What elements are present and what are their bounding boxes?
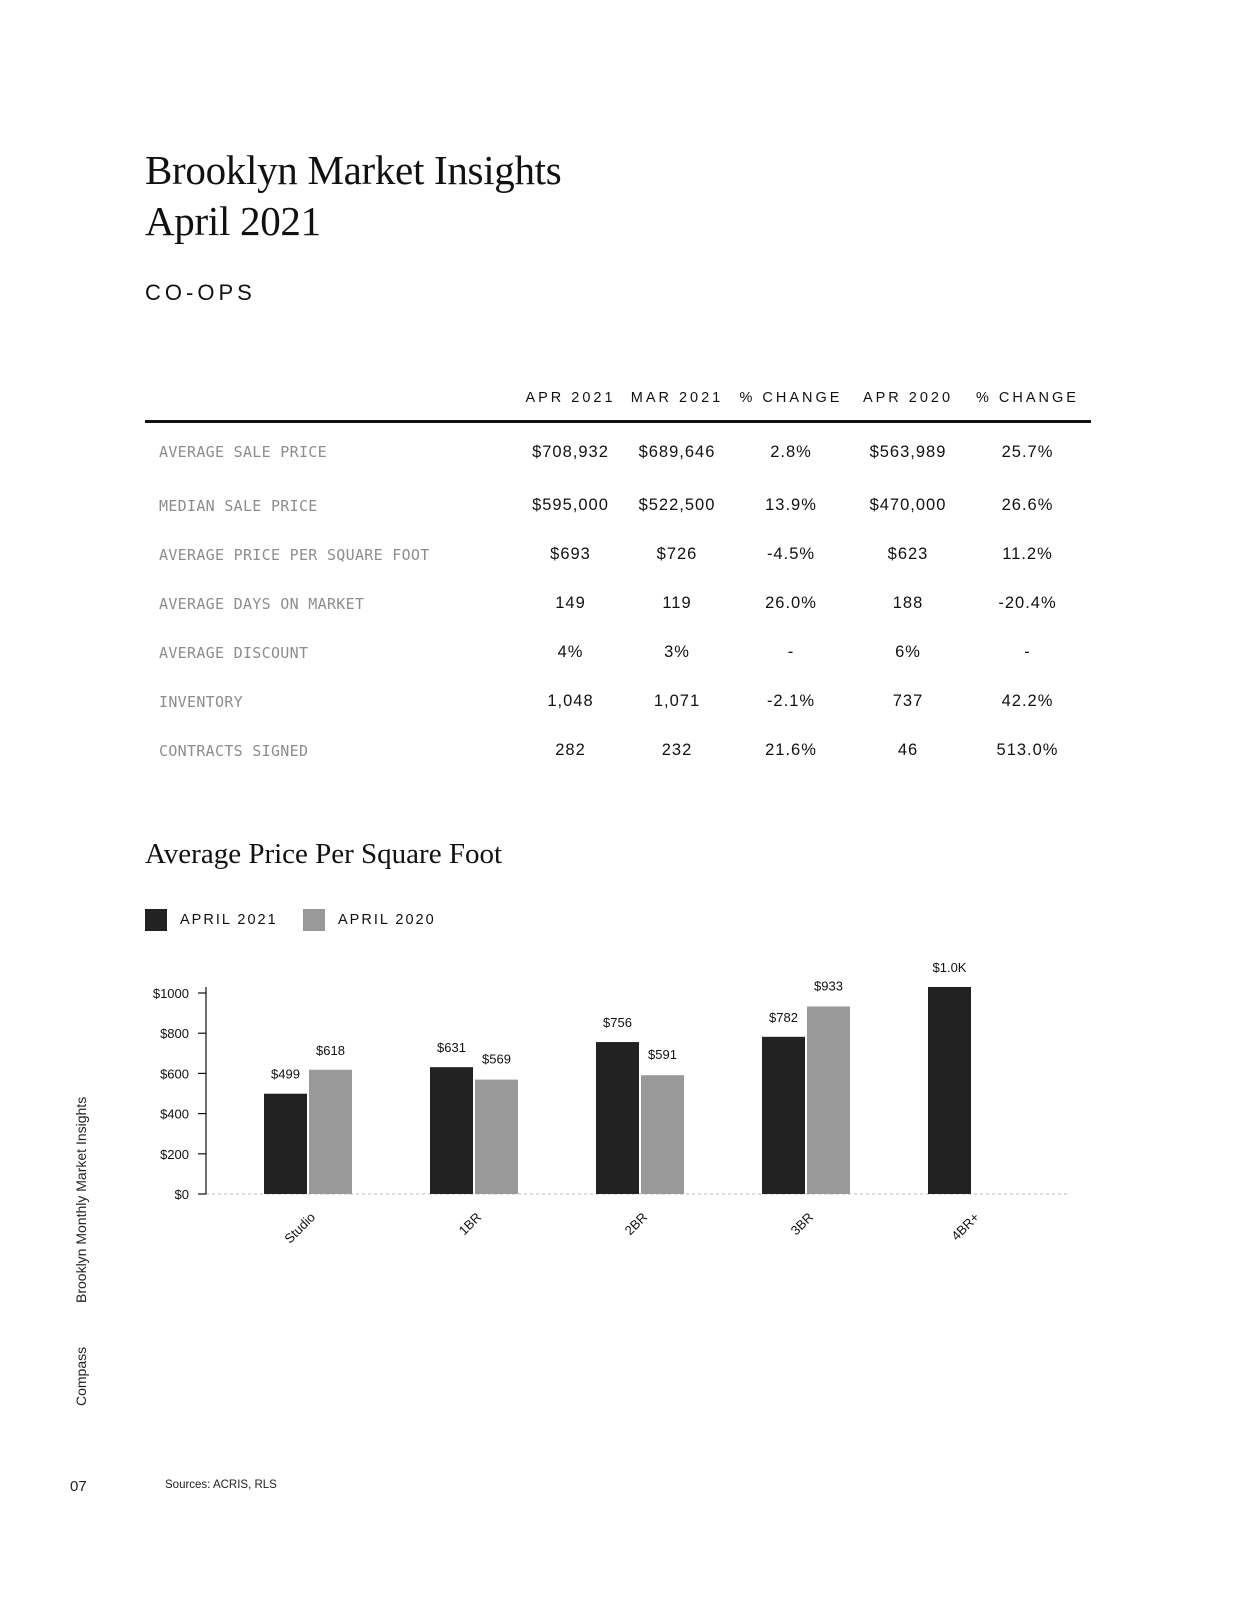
table-cell: 282: [555, 741, 586, 759]
x-tick-label: 2BR: [621, 1209, 651, 1239]
x-tick-label: Studio: [281, 1209, 319, 1247]
sources-note: Sources: ACRIS, RLS: [165, 1479, 277, 1491]
table-cell: $726: [656, 545, 698, 563]
table-cell: $693: [550, 545, 591, 563]
table-cell: 26.0%: [765, 594, 817, 612]
y-tick-label: $200: [160, 1146, 189, 1162]
table-cell: $522,500: [638, 496, 716, 514]
brand-name: Compass: [73, 1346, 89, 1406]
row-label: AVERAGE PRICE PER SQUARE FOOT: [159, 545, 430, 564]
column-header: APR 2020: [852, 390, 964, 422]
table-cell: 42.2%: [1001, 692, 1054, 710]
row-label: AVERAGE SALE PRICE: [159, 443, 327, 461]
page-number: 07: [70, 1478, 87, 1495]
data-label: $756: [603, 1015, 632, 1031]
column-header: APR 2021: [517, 390, 624, 422]
table-cell: 11.2%: [1002, 545, 1053, 563]
y-tick-label: $400: [160, 1106, 189, 1122]
table-cell: 1,071: [653, 692, 701, 710]
legend-label-april-2021: APRIL 2021: [180, 912, 278, 928]
y-tick-label: $800: [160, 1026, 189, 1042]
table-cell: 25.7%: [1001, 442, 1054, 461]
data-label: $631: [437, 1040, 466, 1056]
table-cell: -2.1%: [766, 692, 816, 710]
table-cell: -4.5%: [766, 545, 816, 563]
data-label: $569: [482, 1051, 511, 1067]
data-label: $782: [769, 1009, 798, 1025]
table-cell: 1,048: [547, 692, 594, 710]
row-label: AVERAGE DAYS ON MARKET: [159, 594, 365, 613]
data-label: $933: [814, 978, 843, 994]
row-label: CONTRACTS SIGNED: [159, 741, 309, 760]
bar-april-2021-studio: [264, 1094, 307, 1194]
x-tick-label: 4BR+: [948, 1209, 983, 1244]
bar-april-2020-studio: [309, 1070, 352, 1194]
data-label: $591: [648, 1047, 677, 1063]
table-cell: 2.8%: [770, 442, 812, 461]
table-cell: $689,646: [638, 442, 716, 461]
table-cell: 737: [892, 692, 924, 710]
bar-april-2020-3br: [807, 1006, 850, 1194]
table-cell: 26.6%: [1001, 496, 1054, 514]
table-cell: 513.0%: [996, 741, 1059, 759]
table-cell: 6%: [895, 643, 921, 661]
table-cell: -: [787, 643, 795, 661]
table-cell: $708,932: [532, 442, 609, 461]
table-cell: 21.6%: [765, 741, 817, 759]
table-cell: $470,000: [869, 496, 947, 514]
publication-name: Brooklyn Monthly Market Insights: [73, 1096, 89, 1303]
row-label: INVENTORY: [159, 692, 243, 711]
data-label: $618: [316, 1042, 345, 1058]
bar-april-2021-1br: [430, 1067, 473, 1194]
table-cell: 4%: [557, 643, 584, 661]
column-header: % CHANGE: [964, 390, 1091, 422]
table-cell: 3%: [664, 643, 690, 661]
data-label: $499: [271, 1066, 300, 1082]
page-title-line2: April 2021: [145, 198, 321, 244]
row-label: AVERAGE DISCOUNT: [159, 643, 309, 662]
table-cell: 149: [555, 594, 586, 612]
x-tick-label: 3BR: [787, 1209, 817, 1239]
section-label: CO-OPS: [145, 280, 256, 305]
y-tick-label: $600: [160, 1066, 189, 1082]
table-cell: 13.9%: [765, 496, 817, 514]
chart-title: Average Price Per Square Foot: [145, 838, 503, 870]
table-cell: 46: [897, 741, 919, 759]
page-title-line1: Brooklyn Market Insights: [145, 147, 562, 193]
bar-april-2021-3br: [762, 1037, 805, 1194]
bar-april-2021-2br: [596, 1042, 639, 1194]
bar-april-2020-2br: [641, 1075, 684, 1194]
legend-label-april-2020: APRIL 2020: [338, 912, 436, 928]
table-cell: $595,000: [532, 496, 609, 514]
bar-april-2021-4brplus: [928, 987, 971, 1194]
table-cell: 232: [661, 741, 693, 759]
table-cell: -20.4%: [998, 594, 1057, 612]
table-cell: -: [1024, 643, 1031, 661]
x-tick-label: 1BR: [455, 1209, 485, 1239]
table-cell: $563,989: [869, 442, 947, 461]
table-cell: $623: [887, 545, 929, 563]
y-tick-label: $0: [174, 1187, 189, 1202]
table-cell: 119: [662, 594, 692, 612]
data-label: $1.0K: [932, 959, 967, 975]
column-header: % CHANGE: [730, 390, 852, 422]
y-tick-label: $1000: [152, 986, 189, 1001]
column-header: MAR 2021: [624, 390, 730, 422]
row-label: MEDIAN SALE PRICE: [159, 496, 318, 515]
table-cell: 188: [892, 594, 924, 612]
bar-april-2020-1br: [475, 1080, 518, 1194]
